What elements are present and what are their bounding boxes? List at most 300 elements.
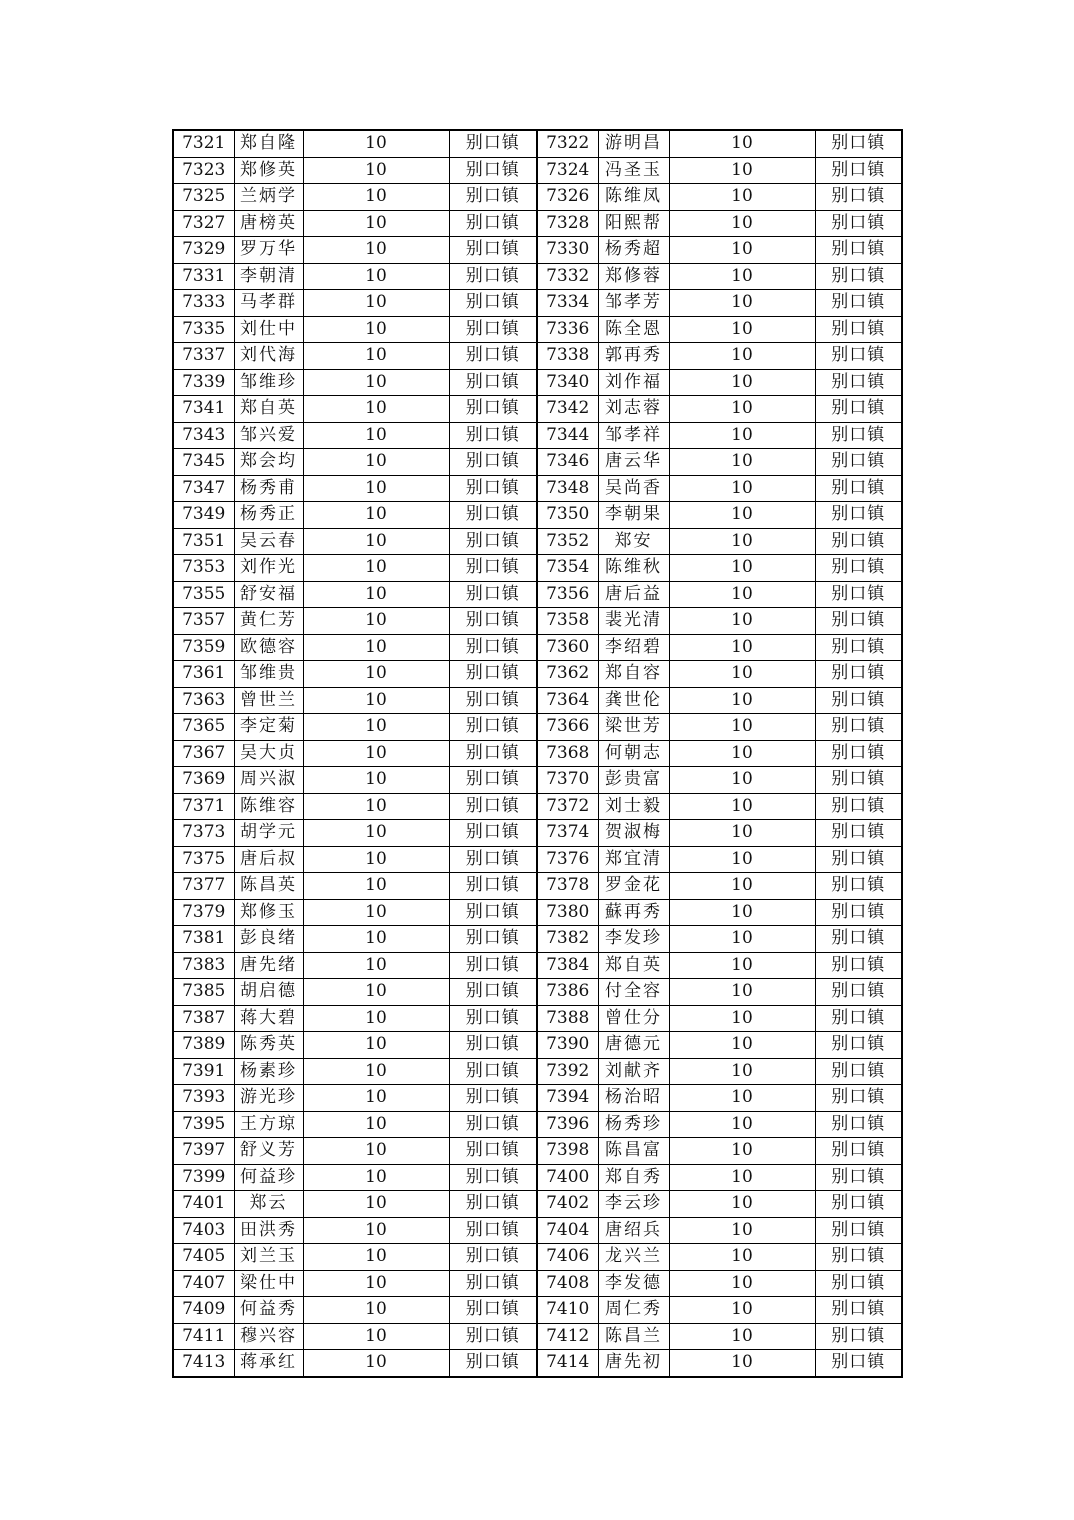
- person-name-cell: 阳熙帮: [598, 210, 669, 237]
- record-number-cell: 7383: [173, 952, 234, 979]
- table-row: [173, 1111, 902, 1138]
- amount-cell: 10: [303, 475, 449, 502]
- amount-cell: 10: [669, 846, 815, 873]
- amount-cell: 10: [303, 1058, 449, 1085]
- amount-cell: 10: [303, 1005, 449, 1032]
- town-name-cell: 别口镇: [449, 740, 537, 767]
- person-name-cell: 兰炳学: [234, 184, 303, 211]
- person-name-cell: 陈昌兰: [598, 1323, 669, 1350]
- amount-cell: 10: [669, 634, 815, 661]
- person-name-cell: 刘士毅: [598, 793, 669, 820]
- town-name-cell: 别口镇: [449, 952, 537, 979]
- amount-cell: 10: [669, 1138, 815, 1165]
- amount-cell: 10: [669, 1270, 815, 1297]
- person-name-cell: 唐后益: [598, 581, 669, 608]
- record-number-cell: 7372: [537, 793, 598, 820]
- table-row: [173, 449, 902, 476]
- person-name-cell: 刘作福: [598, 369, 669, 396]
- amount-cell: 10: [303, 979, 449, 1006]
- amount-cell: 10: [303, 767, 449, 794]
- amount-cell: 10: [669, 1111, 815, 1138]
- amount-cell: 10: [669, 210, 815, 237]
- record-number-cell: 7324: [537, 157, 598, 184]
- table-row: [173, 661, 902, 688]
- person-name-cell: 马孝群: [234, 290, 303, 317]
- person-name-cell: 邹兴爱: [234, 422, 303, 449]
- record-number-cell: 7392: [537, 1058, 598, 1085]
- person-name-cell: 彭贵富: [598, 767, 669, 794]
- amount-cell: 10: [303, 1111, 449, 1138]
- person-name-cell: 刘献齐: [598, 1058, 669, 1085]
- person-name-cell: 邹孝芳: [598, 290, 669, 317]
- person-name-cell: 蒋承红: [234, 1350, 303, 1377]
- person-name-cell: 何益珍: [234, 1164, 303, 1191]
- person-name-cell: 唐绍兵: [598, 1217, 669, 1244]
- amount-cell: 10: [669, 687, 815, 714]
- town-name-cell: 别口镇: [449, 1217, 537, 1244]
- table-row: [173, 634, 902, 661]
- town-name-cell: 别口镇: [815, 1350, 902, 1377]
- person-name-cell: 李朝清: [234, 263, 303, 290]
- person-name-cell: 周仁秀: [598, 1297, 669, 1324]
- table-row: [173, 1191, 902, 1218]
- record-number-cell: 7352: [537, 528, 598, 555]
- amount-cell: 10: [303, 1350, 449, 1377]
- town-name-cell: 别口镇: [815, 687, 902, 714]
- town-name-cell: 别口镇: [449, 475, 537, 502]
- town-name-cell: 别口镇: [815, 608, 902, 635]
- town-name-cell: 别口镇: [815, 926, 902, 953]
- table-row: [173, 740, 902, 767]
- person-name-cell: 蒋大碧: [234, 1005, 303, 1032]
- amount-cell: 10: [303, 581, 449, 608]
- record-number-cell: 7407: [173, 1270, 234, 1297]
- town-name-cell: 别口镇: [815, 1297, 902, 1324]
- record-number-cell: 7342: [537, 396, 598, 423]
- record-number-cell: 7358: [537, 608, 598, 635]
- record-number-cell: 7378: [537, 873, 598, 900]
- town-name-cell: 别口镇: [815, 475, 902, 502]
- amount-cell: 10: [303, 290, 449, 317]
- town-name-cell: 别口镇: [815, 502, 902, 529]
- person-name-cell: 吴云春: [234, 528, 303, 555]
- table-row: [173, 475, 902, 502]
- record-number-cell: 7323: [173, 157, 234, 184]
- person-name-cell: 蘇再秀: [598, 899, 669, 926]
- record-number-cell: 7370: [537, 767, 598, 794]
- record-number-cell: 7387: [173, 1005, 234, 1032]
- town-name-cell: 别口镇: [815, 793, 902, 820]
- town-name-cell: 别口镇: [449, 873, 537, 900]
- amount-cell: 10: [669, 343, 815, 370]
- table-row: [173, 1164, 902, 1191]
- town-name-cell: 别口镇: [449, 1164, 537, 1191]
- roster-table: [172, 129, 903, 1378]
- town-name-cell: 别口镇: [449, 926, 537, 953]
- amount-cell: 10: [303, 528, 449, 555]
- person-name-cell: 杨秀甫: [234, 475, 303, 502]
- town-name-cell: 别口镇: [449, 396, 537, 423]
- table-row: [173, 1217, 902, 1244]
- person-name-cell: 邹孝祥: [598, 422, 669, 449]
- person-name-cell: 陈昌英: [234, 873, 303, 900]
- person-name-cell: 何朝志: [598, 740, 669, 767]
- town-name-cell: 别口镇: [815, 979, 902, 1006]
- person-name-cell: 胡启德: [234, 979, 303, 1006]
- town-name-cell: 别口镇: [815, 237, 902, 264]
- person-name-cell: 郑自容: [598, 661, 669, 688]
- person-name-cell: 郑修蓉: [598, 263, 669, 290]
- town-name-cell: 别口镇: [815, 661, 902, 688]
- town-name-cell: 别口镇: [449, 899, 537, 926]
- person-name-cell: 郑云: [234, 1191, 303, 1218]
- town-name-cell: 别口镇: [449, 1297, 537, 1324]
- town-name-cell: 别口镇: [449, 316, 537, 343]
- person-name-cell: 田洪秀: [234, 1217, 303, 1244]
- person-name-cell: 周兴淑: [234, 767, 303, 794]
- amount-cell: 10: [669, 1350, 815, 1377]
- person-name-cell: 陈维凤: [598, 184, 669, 211]
- table-row: [173, 899, 902, 926]
- amount-cell: 10: [303, 502, 449, 529]
- town-name-cell: 别口镇: [815, 1058, 902, 1085]
- record-number-cell: 7380: [537, 899, 598, 926]
- table-row: [173, 157, 902, 184]
- record-number-cell: 7339: [173, 369, 234, 396]
- amount-cell: 10: [669, 555, 815, 582]
- person-name-cell: 曾世兰: [234, 687, 303, 714]
- town-name-cell: 别口镇: [815, 846, 902, 873]
- town-name-cell: 别口镇: [815, 634, 902, 661]
- record-number-cell: 7367: [173, 740, 234, 767]
- record-number-cell: 7369: [173, 767, 234, 794]
- town-name-cell: 别口镇: [449, 820, 537, 847]
- table-row: [173, 1270, 902, 1297]
- amount-cell: 10: [303, 130, 449, 157]
- table-row: [173, 608, 902, 635]
- town-name-cell: 别口镇: [449, 767, 537, 794]
- person-name-cell: 刘代海: [234, 343, 303, 370]
- record-number-cell: 7396: [537, 1111, 598, 1138]
- table-row: [173, 290, 902, 317]
- person-name-cell: 罗金花: [598, 873, 669, 900]
- person-name-cell: 黄仁芳: [234, 608, 303, 635]
- person-name-cell: 梁世芳: [598, 714, 669, 741]
- person-name-cell: 郑修英: [234, 157, 303, 184]
- town-name-cell: 别口镇: [815, 369, 902, 396]
- table-row: [173, 502, 902, 529]
- record-number-cell: 7341: [173, 396, 234, 423]
- town-name-cell: 别口镇: [449, 1270, 537, 1297]
- town-name-cell: 别口镇: [815, 820, 902, 847]
- town-name-cell: 别口镇: [815, 343, 902, 370]
- person-name-cell: 刘兰玉: [234, 1244, 303, 1271]
- person-name-cell: 唐后叔: [234, 846, 303, 873]
- person-name-cell: 杨治昭: [598, 1085, 669, 1112]
- record-number-cell: 7384: [537, 952, 598, 979]
- town-name-cell: 别口镇: [815, 767, 902, 794]
- town-name-cell: 别口镇: [449, 608, 537, 635]
- amount-cell: 10: [303, 1191, 449, 1218]
- person-name-cell: 胡学元: [234, 820, 303, 847]
- amount-cell: 10: [303, 740, 449, 767]
- record-number-cell: 7332: [537, 263, 598, 290]
- person-name-cell: 舒义芳: [234, 1138, 303, 1165]
- table-row: [173, 316, 902, 343]
- person-name-cell: 郑宜清: [598, 846, 669, 873]
- person-name-cell: 杨秀正: [234, 502, 303, 529]
- table-row: [173, 1085, 902, 1112]
- amount-cell: 10: [303, 263, 449, 290]
- record-number-cell: 7330: [537, 237, 598, 264]
- person-name-cell: 欧德容: [234, 634, 303, 661]
- town-name-cell: 别口镇: [815, 130, 902, 157]
- record-number-cell: 7345: [173, 449, 234, 476]
- town-name-cell: 别口镇: [449, 157, 537, 184]
- record-number-cell: 7355: [173, 581, 234, 608]
- record-number-cell: 7403: [173, 1217, 234, 1244]
- record-number-cell: 7357: [173, 608, 234, 635]
- table-row: [173, 263, 902, 290]
- town-name-cell: 别口镇: [815, 581, 902, 608]
- town-name-cell: 别口镇: [449, 1244, 537, 1271]
- record-number-cell: 7321: [173, 130, 234, 157]
- town-name-cell: 别口镇: [449, 1323, 537, 1350]
- table-row: [173, 369, 902, 396]
- table-row: [173, 130, 902, 157]
- amount-cell: 10: [669, 793, 815, 820]
- record-number-cell: 7412: [537, 1323, 598, 1350]
- record-number-cell: 7413: [173, 1350, 234, 1377]
- town-name-cell: 别口镇: [815, 1111, 902, 1138]
- person-name-cell: 游明昌: [598, 130, 669, 157]
- person-name-cell: 郑会均: [234, 449, 303, 476]
- record-number-cell: 7388: [537, 1005, 598, 1032]
- town-name-cell: 别口镇: [815, 740, 902, 767]
- town-name-cell: 别口镇: [449, 793, 537, 820]
- record-number-cell: 7360: [537, 634, 598, 661]
- table-row: [173, 422, 902, 449]
- record-number-cell: 7385: [173, 979, 234, 1006]
- record-number-cell: 7351: [173, 528, 234, 555]
- town-name-cell: 别口镇: [815, 1005, 902, 1032]
- town-name-cell: 别口镇: [449, 1032, 537, 1059]
- record-number-cell: 7366: [537, 714, 598, 741]
- table-row: [173, 1244, 902, 1271]
- person-name-cell: 郑安: [598, 528, 669, 555]
- town-name-cell: 别口镇: [449, 555, 537, 582]
- record-number-cell: 7406: [537, 1244, 598, 1271]
- person-name-cell: 穆兴容: [234, 1323, 303, 1350]
- amount-cell: 10: [669, 184, 815, 211]
- amount-cell: 10: [303, 661, 449, 688]
- town-name-cell: 别口镇: [815, 263, 902, 290]
- town-name-cell: 别口镇: [449, 210, 537, 237]
- amount-cell: 10: [303, 634, 449, 661]
- town-name-cell: 别口镇: [449, 1111, 537, 1138]
- town-name-cell: 别口镇: [815, 210, 902, 237]
- table-row: [173, 210, 902, 237]
- person-name-cell: 陈昌富: [598, 1138, 669, 1165]
- amount-cell: 10: [669, 767, 815, 794]
- table-row: [173, 767, 902, 794]
- town-name-cell: 别口镇: [815, 1244, 902, 1271]
- person-name-cell: 曾仕分: [598, 1005, 669, 1032]
- person-name-cell: 冯圣玉: [598, 157, 669, 184]
- record-number-cell: 7328: [537, 210, 598, 237]
- amount-cell: 10: [669, 899, 815, 926]
- person-name-cell: 李绍碧: [598, 634, 669, 661]
- town-name-cell: 别口镇: [815, 1323, 902, 1350]
- town-name-cell: 别口镇: [815, 396, 902, 423]
- amount-cell: 10: [303, 184, 449, 211]
- town-name-cell: 别口镇: [815, 555, 902, 582]
- person-name-cell: 郑自秀: [598, 1164, 669, 1191]
- record-number-cell: 7350: [537, 502, 598, 529]
- amount-cell: 10: [303, 422, 449, 449]
- amount-cell: 10: [669, 661, 815, 688]
- person-name-cell: 郭再秀: [598, 343, 669, 370]
- table-row: [173, 581, 902, 608]
- town-name-cell: 别口镇: [815, 873, 902, 900]
- town-name-cell: 别口镇: [815, 290, 902, 317]
- person-name-cell: 唐榜英: [234, 210, 303, 237]
- amount-cell: 10: [303, 1164, 449, 1191]
- town-name-cell: 别口镇: [449, 237, 537, 264]
- person-name-cell: 刘仕中: [234, 316, 303, 343]
- person-name-cell: 龙兴兰: [598, 1244, 669, 1271]
- town-name-cell: 别口镇: [815, 449, 902, 476]
- table-row: [173, 979, 902, 1006]
- town-name-cell: 别口镇: [815, 1191, 902, 1218]
- town-name-cell: 别口镇: [449, 1191, 537, 1218]
- amount-cell: 10: [303, 1138, 449, 1165]
- amount-cell: 10: [303, 449, 449, 476]
- person-name-cell: 唐德元: [598, 1032, 669, 1059]
- person-name-cell: 郑自英: [234, 396, 303, 423]
- table-row: [173, 926, 902, 953]
- record-number-cell: 7386: [537, 979, 598, 1006]
- record-number-cell: 7399: [173, 1164, 234, 1191]
- table-row: [173, 1005, 902, 1032]
- amount-cell: 10: [669, 528, 815, 555]
- record-number-cell: 7361: [173, 661, 234, 688]
- table-row: [173, 237, 902, 264]
- town-name-cell: 别口镇: [449, 1085, 537, 1112]
- amount-cell: 10: [303, 237, 449, 264]
- record-number-cell: 7411: [173, 1323, 234, 1350]
- person-name-cell: 李发珍: [598, 926, 669, 953]
- amount-cell: 10: [669, 1005, 815, 1032]
- record-number-cell: 7389: [173, 1032, 234, 1059]
- record-number-cell: 7325: [173, 184, 234, 211]
- record-number-cell: 7363: [173, 687, 234, 714]
- record-number-cell: 7405: [173, 1244, 234, 1271]
- record-number-cell: 7343: [173, 422, 234, 449]
- amount-cell: 10: [669, 1032, 815, 1059]
- table-row: [173, 846, 902, 873]
- table-row: [173, 714, 902, 741]
- amount-cell: 10: [669, 820, 815, 847]
- amount-cell: 10: [669, 130, 815, 157]
- record-number-cell: 7348: [537, 475, 598, 502]
- person-name-cell: 彭良绪: [234, 926, 303, 953]
- amount-cell: 10: [669, 979, 815, 1006]
- record-number-cell: 7368: [537, 740, 598, 767]
- amount-cell: 10: [669, 290, 815, 317]
- amount-cell: 10: [669, 449, 815, 476]
- record-number-cell: 7333: [173, 290, 234, 317]
- person-name-cell: 罗万华: [234, 237, 303, 264]
- town-name-cell: 别口镇: [815, 528, 902, 555]
- table-row: [173, 873, 902, 900]
- record-number-cell: 7398: [537, 1138, 598, 1165]
- table-row: [173, 1032, 902, 1059]
- person-name-cell: 郑自隆: [234, 130, 303, 157]
- record-number-cell: 7401: [173, 1191, 234, 1218]
- town-name-cell: 别口镇: [815, 1138, 902, 1165]
- town-name-cell: 别口镇: [815, 184, 902, 211]
- amount-cell: 10: [303, 687, 449, 714]
- town-name-cell: 别口镇: [449, 343, 537, 370]
- amount-cell: 10: [303, 555, 449, 582]
- table-row: [173, 528, 902, 555]
- table-row: [173, 1058, 902, 1085]
- person-name-cell: 唐先初: [598, 1350, 669, 1377]
- person-name-cell: 李定菊: [234, 714, 303, 741]
- town-name-cell: 别口镇: [449, 1005, 537, 1032]
- record-number-cell: 7335: [173, 316, 234, 343]
- person-name-cell: 杨秀珍: [598, 1111, 669, 1138]
- record-number-cell: 7410: [537, 1297, 598, 1324]
- person-name-cell: 陈全恩: [598, 316, 669, 343]
- record-number-cell: 7329: [173, 237, 234, 264]
- amount-cell: 10: [669, 263, 815, 290]
- table-row: [173, 1138, 902, 1165]
- table-row: [173, 184, 902, 211]
- record-number-cell: 7334: [537, 290, 598, 317]
- table-row: [173, 396, 902, 423]
- town-name-cell: 别口镇: [815, 157, 902, 184]
- record-number-cell: 7404: [537, 1217, 598, 1244]
- town-name-cell: 别口镇: [449, 1138, 537, 1165]
- town-name-cell: 别口镇: [449, 846, 537, 873]
- amount-cell: 10: [303, 846, 449, 873]
- town-name-cell: 别口镇: [449, 714, 537, 741]
- amount-cell: 10: [669, 1217, 815, 1244]
- amount-cell: 10: [303, 608, 449, 635]
- amount-cell: 10: [303, 210, 449, 237]
- person-name-cell: 邹维珍: [234, 369, 303, 396]
- record-number-cell: 7344: [537, 422, 598, 449]
- record-number-cell: 7338: [537, 343, 598, 370]
- table-row: [173, 555, 902, 582]
- person-name-cell: 吴尚香: [598, 475, 669, 502]
- town-name-cell: 别口镇: [449, 422, 537, 449]
- record-number-cell: 7336: [537, 316, 598, 343]
- record-number-cell: 7356: [537, 581, 598, 608]
- record-number-cell: 7331: [173, 263, 234, 290]
- record-number-cell: 7408: [537, 1270, 598, 1297]
- record-number-cell: 7414: [537, 1350, 598, 1377]
- amount-cell: 10: [669, 926, 815, 953]
- record-number-cell: 7395: [173, 1111, 234, 1138]
- person-name-cell: 邹维贵: [234, 661, 303, 688]
- town-name-cell: 别口镇: [449, 263, 537, 290]
- person-name-cell: 刘志蓉: [598, 396, 669, 423]
- table-row: [173, 1297, 902, 1324]
- record-number-cell: 7409: [173, 1297, 234, 1324]
